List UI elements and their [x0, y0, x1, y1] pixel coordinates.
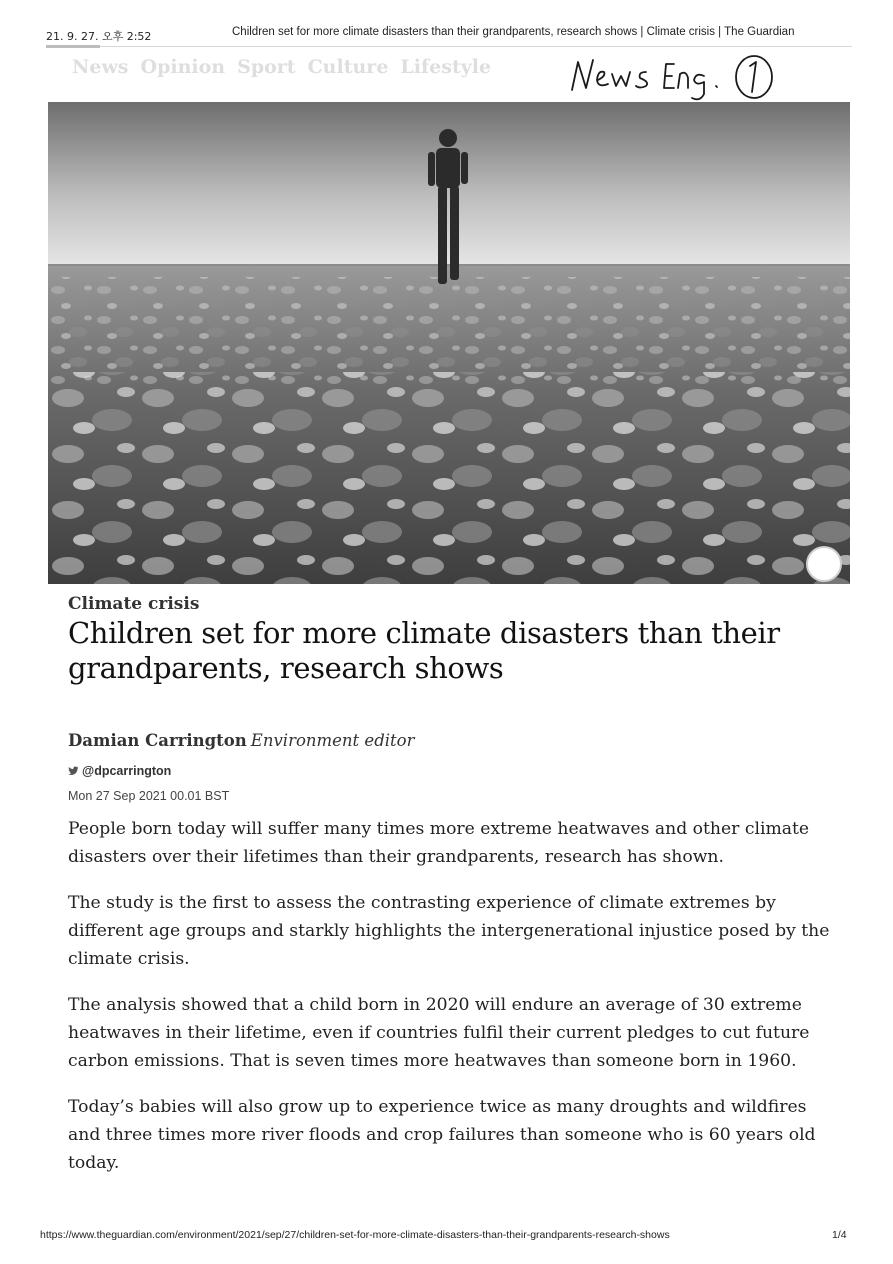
handwritten-annotation [566, 50, 796, 110]
article-body [68, 815, 843, 1195]
twitter-bird-icon [68, 766, 79, 776]
twitter-handle[interactable] [68, 764, 171, 778]
section-nav [72, 56, 491, 82]
print-datetime: 21. 9. 27. 오후 2:52 [46, 30, 152, 43]
print-page-number: 1/4 [832, 1229, 847, 1241]
header-divider [46, 46, 852, 47]
print-header [0, 0, 893, 46]
body-paragraph: The study is the first to assess the contrasting experience of climate extremes by different age groups and starkly highlights the intergenerational injustice posed by the climate crisis. [68, 893, 830, 969]
body-paragraph: People born today will suffer many times more extreme heatwaves and other climate disasters over their lifetimes than their grandparents, research has shown. [68, 819, 810, 867]
byline [68, 731, 414, 750]
section-kicker[interactable]: Climate crisis [68, 594, 200, 614]
body-paragraph: Today’s babies will also grow up to experience twice as many droughts and wildfires and three times more river floods and crop failures than someone who is 60 years old today. [68, 1097, 816, 1173]
header-divider-accent [46, 45, 100, 48]
nav-item-news[interactable]: News [72, 56, 129, 78]
print-page-title: Children set for more climate disasters than their grandparents, research shows | Climate crisis | The Guardian [232, 26, 795, 38]
publish-date: Mon 27 Sep 2021 00.01 BST [68, 789, 230, 803]
image-expand-button[interactable] [806, 546, 842, 582]
hero-photo-illustration [48, 102, 850, 584]
author-role: Environment editor [250, 731, 415, 750]
nav-item-sport[interactable]: Sport [237, 56, 296, 78]
article-headline: Children set for more climate disasters than their grandparents, research shows [68, 616, 780, 685]
twitter-handle-text: @dpcarrington [82, 764, 172, 778]
nav-item-opinion[interactable]: Opinion [140, 56, 226, 78]
print-footer-url: https://www.theguardian.com/environment/2021/sep/27/children-set-for-more-climate-disasters-than-their-grandparents-research-shows [40, 1229, 670, 1241]
author-name[interactable]: Damian Carrington [68, 731, 247, 750]
hero-image [48, 102, 850, 584]
handwritten-note-drawing [566, 50, 796, 110]
nav-item-lifestyle[interactable]: Lifestyle [400, 56, 492, 78]
body-paragraph: The analysis showed that a child born in 2020 will endure an average of 30 extreme heatwaves in their lifetime, even if countries fulfil their current pledges to cut future carbon emissions. That is seven times more heatwaves than someone born in 1960. [68, 995, 810, 1071]
nav-item-culture[interactable]: Culture [307, 56, 389, 78]
